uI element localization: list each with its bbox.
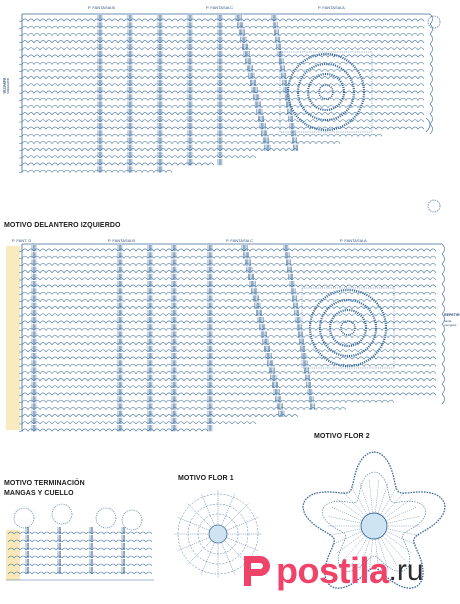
- watermark-brand: postila: [276, 550, 389, 591]
- bottom-header-fantasia-b: P. FANTASIA B: [108, 238, 135, 243]
- end-picot-0: [14, 508, 34, 528]
- bottom-side-label-repetir: REPETIR: [444, 313, 460, 317]
- chart-right-scallops: [430, 14, 433, 134]
- top-corner-rosette-0: [428, 16, 440, 28]
- bottom-chart-title: MOTIVO DELANTERO IZQUIERDO: [4, 222, 121, 229]
- watermark: [238, 550, 424, 592]
- flower1-center: [209, 525, 227, 543]
- chart-motif-ring-2: [308, 74, 344, 110]
- bottom-header-fantasia-a: P. FANTASIA A: [340, 238, 367, 243]
- chart-chain-arches: [22, 19, 424, 172]
- motif-end-title-line1: MOTIVO TERMINACIÓN: [4, 480, 85, 487]
- motif-end-drawing: [2, 500, 158, 584]
- bottom-header-fantasia-c: P. FANTASIA C: [226, 238, 254, 243]
- chart-motif-ring-0: [310, 290, 386, 366]
- chart-row-ticks: [19, 21, 22, 172]
- top-header-fantasia-c: P. FANTASIA C: [206, 5, 234, 10]
- top-crochet-chart: [8, 6, 444, 218]
- top-header-fantasia-a: P. FANTASIA A: [318, 5, 345, 10]
- motif-end-chart: [2, 500, 158, 584]
- end-highlight: [6, 530, 20, 580]
- top-side-loop: [426, 118, 430, 132]
- bottom-header-fant-d: P. FANT. D: [12, 238, 32, 243]
- bottom-side-label-hasta: hasta menguas: [444, 319, 457, 327]
- top-side-label-repetir: REPETIR: [2, 78, 6, 94]
- bottom-chart-grid: [4, 236, 456, 446]
- chart-motif-ring-1: [298, 64, 354, 120]
- bottom-crochet-chart: [4, 236, 456, 446]
- top-side-label-aumentos: aumentos: [6, 78, 10, 94]
- flower1-title: MOTIVO FLOR 1: [178, 475, 234, 482]
- watermark-suffix: .ru: [388, 554, 424, 587]
- chart-chain-arches: [22, 249, 436, 431]
- top-chart-grid: [8, 6, 444, 218]
- end-arch-rows: [8, 532, 152, 574]
- motif-end-title-line2: MANGAS Y CUELLO: [4, 490, 74, 497]
- end-picot-3: [122, 510, 142, 530]
- chart-stitch-columns: [32, 245, 314, 431]
- postila-logo-icon: [238, 552, 274, 590]
- flower2-title: MOTIVO FLOR 2: [314, 433, 370, 440]
- bottom-chart-highlight-strip: [6, 246, 20, 430]
- end-picot-2: [96, 508, 116, 528]
- end-picot-1: [52, 504, 72, 524]
- top-header-fantasia-b: P. FANTASIA B: [88, 5, 115, 10]
- flower2-center: [361, 513, 387, 539]
- top-corner-rosette-1: [428, 200, 440, 212]
